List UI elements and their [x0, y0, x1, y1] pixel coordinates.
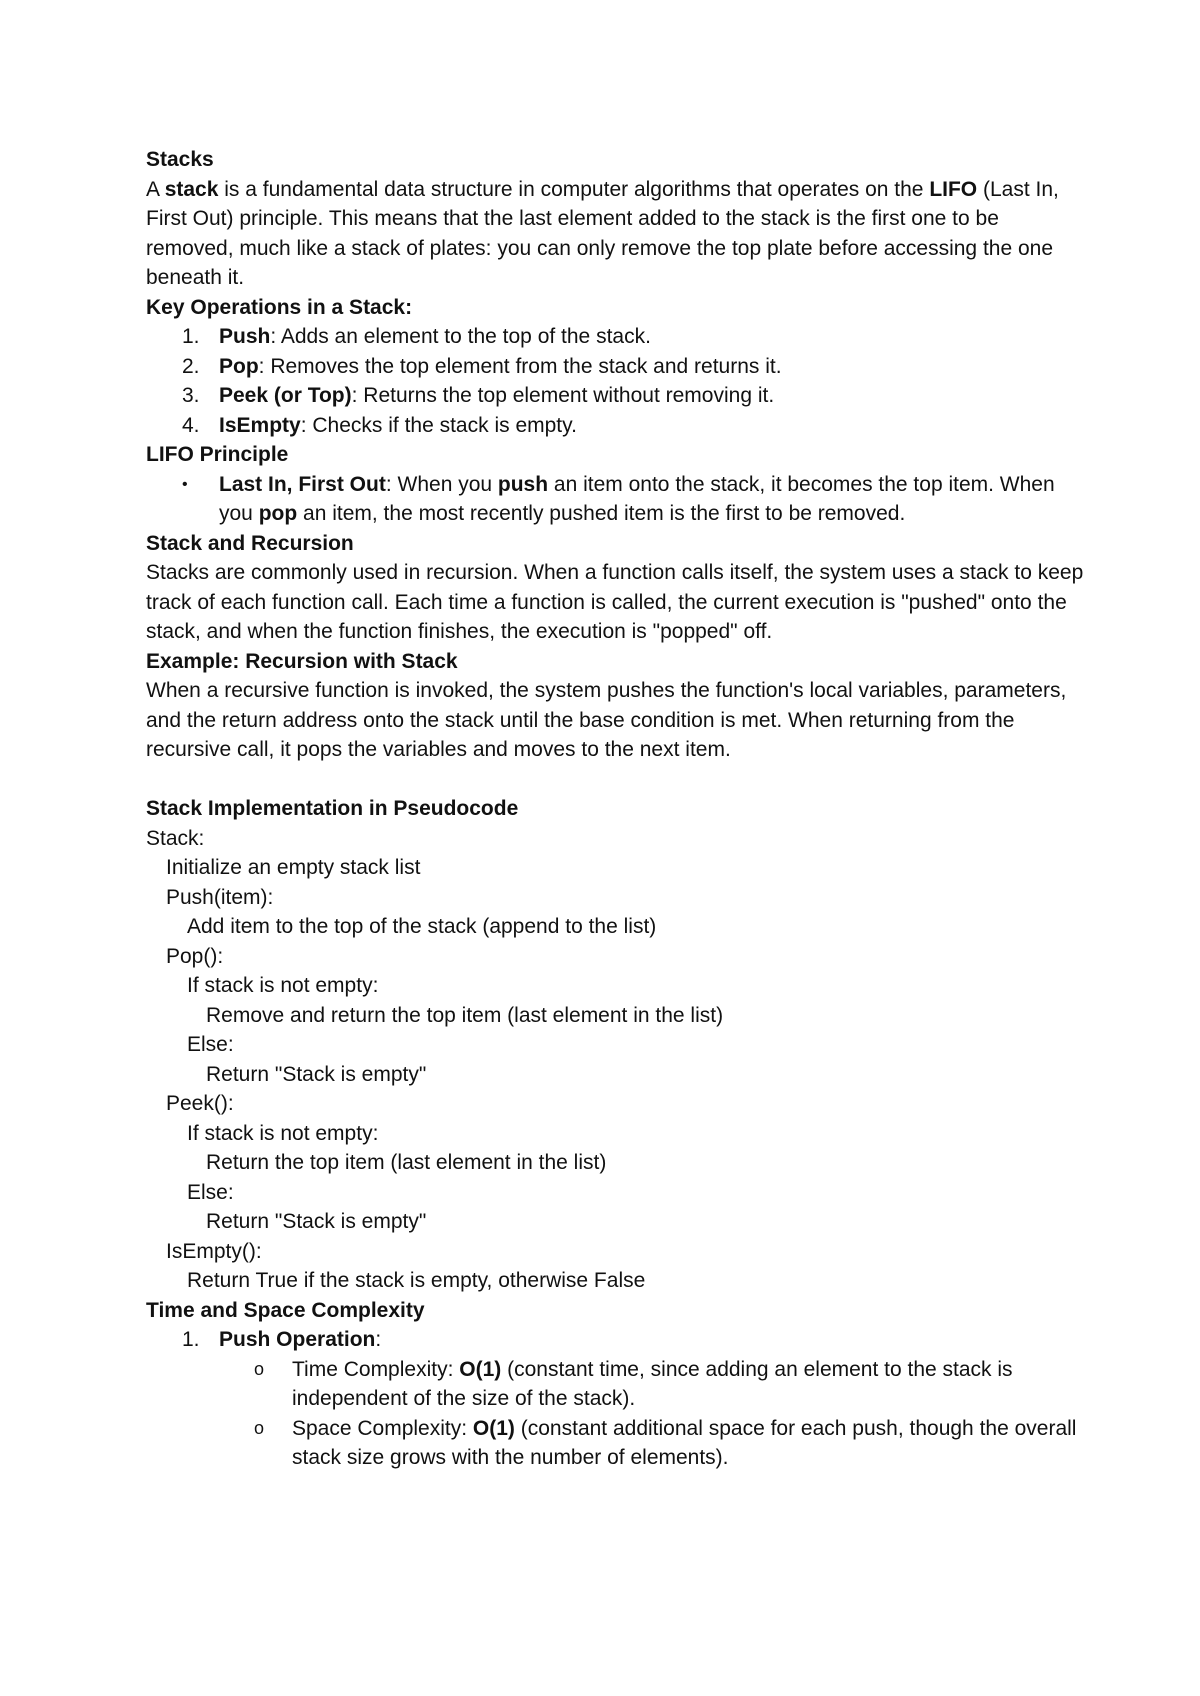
recursion-heading: Stack and Recursion: [146, 531, 354, 555]
recursion-body: Stacks are commonly used in recursion. When a function calls itself, the system uses a stack to keep track of each function call. Each time a function is called, the current execution is "pushed" onto the stack, and when the function finishes, the execution is "popped" off.: [146, 561, 1084, 643]
code-line: If stack is not empty:: [187, 1121, 379, 1145]
code-line: Else:: [187, 1180, 234, 1204]
key-operations-list: [146, 322, 1086, 440]
code-line: Else:: [187, 1033, 234, 1056]
pseudocode-heading: Stack Implementation in Pseudocode: [146, 797, 519, 820]
code-line: Peek():: [166, 1092, 234, 1115]
code-line: Stack:: [146, 826, 205, 850]
code-line: Initialize an empty stack list: [166, 856, 421, 879]
list-item: 4. IsEmpty: Checks if the stack is empty.: [182, 413, 577, 437]
code-line: IsEmpty():: [166, 1239, 262, 1263]
code-line: Return "Stack is empty": [206, 1062, 427, 1086]
lifo-heading: LIFO Principle: [146, 443, 289, 466]
list-item: 2. Pop: Removes the top element from the stack and returns it.: [182, 354, 782, 378]
list-item: 1. Push: Adds an element to the top of the stack.: [182, 325, 651, 348]
complexity-sublist: [146, 1355, 1086, 1473]
list-item: • Last In, First Out: When you push an item onto the stack, it becomes the top item. When you pop an item, the most recently pushed item is the first to be removed.: [146, 470, 1086, 529]
stacks-heading: Stacks: [146, 148, 214, 171]
code-line: Return the top item (last element in the list): [206, 1151, 607, 1174]
bullet-icon: •: [182, 475, 188, 493]
complexity-heading: Time and Space Complexity: [146, 1298, 425, 1322]
complexity-list: [146, 1325, 1086, 1355]
stacks-intro: A stack is a fundamental data structure in computer algorithms that operates on the LIFO (Last In, First Out) principle. This means that the last element added to the stack is the first one to be removed, much like a stack of plates: you can only remove the top plate before accessing the one beneath it.: [146, 177, 1059, 289]
pseudocode-block: [146, 824, 1086, 1296]
list-item: 3. Peek (or Top): Returns the top element without removing it.: [182, 384, 775, 407]
list-item: 1. Push Operation:: [182, 1328, 382, 1351]
code-line: Push(item):: [166, 885, 274, 909]
circle-bullet-icon: o: [254, 1417, 265, 1438]
code-line: Return True if the stack is empty, otherwise False: [187, 1269, 646, 1292]
code-line: Return "Stack is empty": [206, 1210, 427, 1233]
code-line: Add item to the top of the stack (append to the list): [187, 915, 657, 938]
code-line: Pop():: [166, 944, 224, 968]
spacer: [146, 765, 1086, 795]
example-heading: Example: Recursion with Stack: [146, 649, 458, 673]
list-item: o Time Complexity: O(1) (constant time, since adding an element to the stack is independent of the size of the stack).: [146, 1355, 1086, 1414]
list-item: o Space Complexity: O(1) (constant additional space for each push, though the overall stack size grows with the number of elements).: [146, 1414, 1086, 1473]
circle-bullet-icon: o: [254, 1358, 265, 1379]
code-line: Remove and return the top item (last element in the list): [206, 1003, 724, 1027]
code-line: If stack is not empty:: [187, 974, 379, 997]
key-operations-heading: Key Operations in a Stack:: [146, 295, 413, 319]
example-body: When a recursive function is invoked, the system pushes the function's local variables, parameters, and the return address onto the stack until the base condition is met. When returning from the recursive call, it pops the variables and moves to the next item.: [146, 679, 1067, 761]
document-page: [146, 145, 1086, 1473]
lifo-list: [146, 470, 1086, 529]
